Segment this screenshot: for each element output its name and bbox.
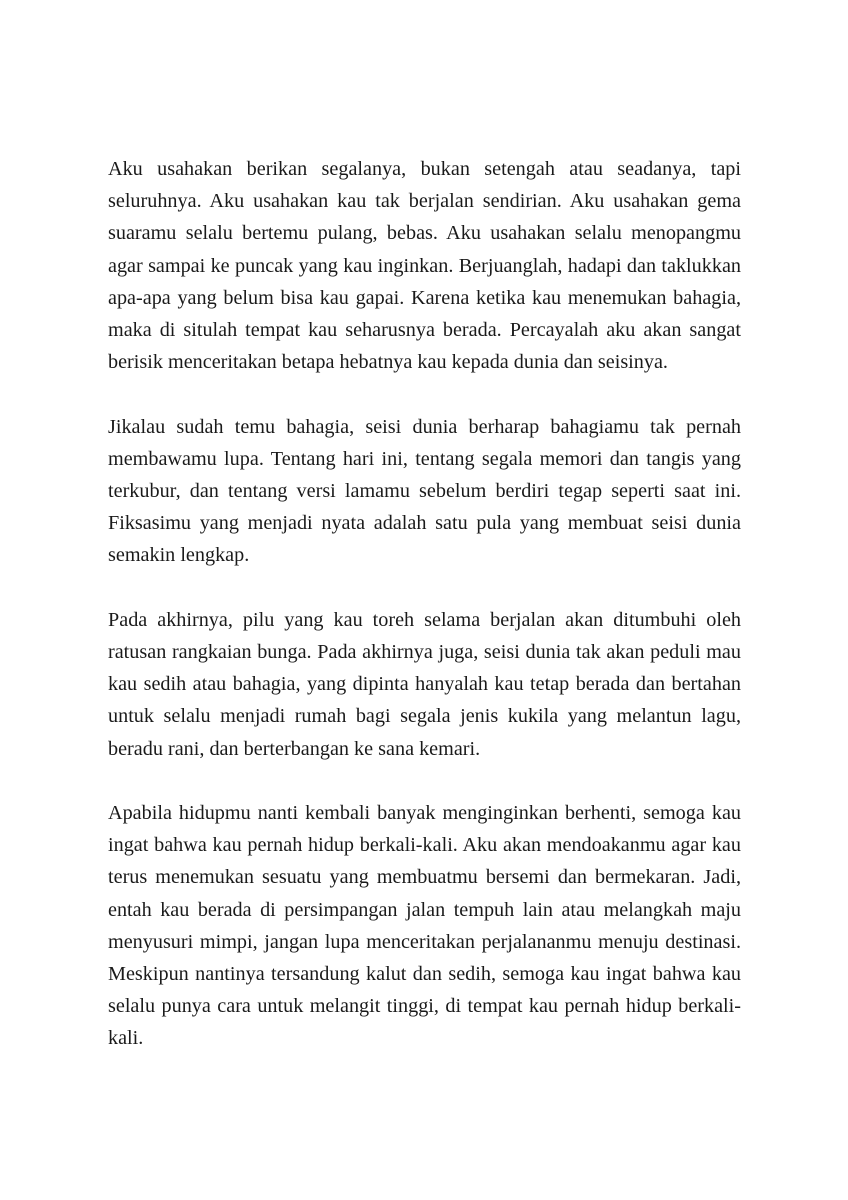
paragraph-4: Apabila hidupmu nanti kembali banyak menginginkan berhenti, semoga kau ingat bahwa kau pernah hidup berkali-kali. Aku akan mendoakanmu agar kau terus menemukan sesuatu yang membuatmu bersemi dan bermekaran. Jadi, entah kau berada di persimpangan jalan tempuh lain atau melangkah maju menyusuri mimpi, jangan lupa menceritakan perjalananmu menuju destinasi. Meskipun nantinya tersandung kalut dan sedih, semoga kau ingat bahwa kau selalu punya cara untuk melangit tinggi, di tempat kau pernah hidup berkali-kali. — [108, 802, 741, 1050]
paragraph-2: Jikalau sudah temu bahagia, seisi dunia berharap bahagiamu tak pernah membawamu lupa. Tentang hari ini, tentang segala memori dan tangis yang terkubur, dan tentang versi lamamu sebelum berdiri tegap seperti saat ini. Fiksasimu yang menjadi nyata adalah satu pula yang membuat seisi dunia semakin lengkap. — [108, 415, 741, 567]
paragraph-3: Pada akhirnya, pilu yang kau toreh selama berjalan akan ditumbuhi oleh ratusan rangkaian bunga. Pada akhirnya juga, seisi dunia tak akan peduli mau kau sedih atau bahagia, yang dipinta hanyalah kau tetap berada dan bertahan untuk selalu menjadi rumah bagi segala jenis kukila yang melantun lagu, beradu rani, dan berterbangan ke sana kemari. — [108, 608, 741, 760]
body-text — [108, 153, 741, 1055]
paragraph-1: Aku usahakan berikan segalanya, bukan setengah atau seadanya, tapi seluruhnya. Aku usahakan kau tak berjalan sendirian. Aku usahakan gema suaramu selalu bertemu pulang, bebas. Aku usahakan selalu menopangmu agar sampai ke puncak yang kau inginkan. Berjuanglah, hadapi dan taklukkan apa-apa yang belum bisa kau gapai. Karena ketika kau menemukan bahagia, maka di situlah tempat kau seharusnya berada. Percayalah aku akan sangat berisik menceritakan betapa hebatnya kau kepada dunia dan seisinya. — [108, 158, 741, 374]
